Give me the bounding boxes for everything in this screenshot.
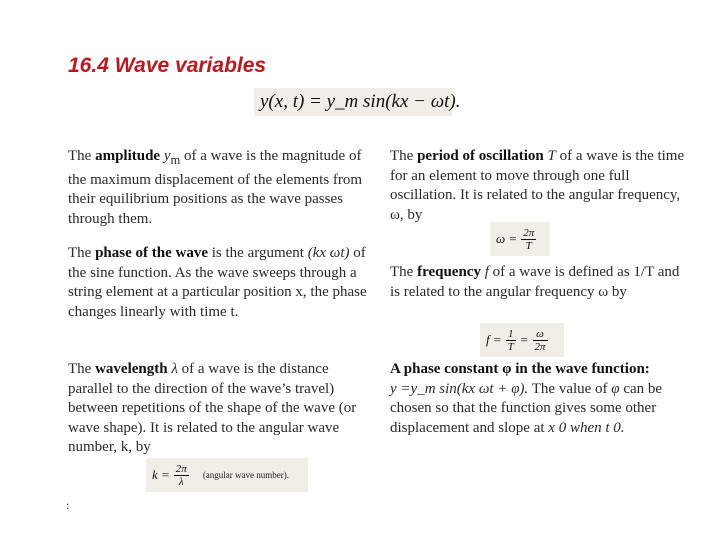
phase-constant-term: A phase constant φ in the wave function: [390,361,650,377]
wavelength-paragraph: The wavelength λ of a wave is the distance parallel to the direction of the wave’s travel) between repetitions of the shape of the wave (or wave shape). It is related to the angular wave number, k, by [68,361,357,455]
wavelength-term: wavelength [95,361,168,377]
phase-term: phase of the wave [95,245,208,261]
amplitude-term: amplitude [95,148,161,164]
frequency-paragraph: The frequency f of a wave is defined as 1/T and is related to the angular frequency ω by [390,264,680,300]
omega-equation: ω = $\frac{2\pi}{T}$ [490,222,550,256]
phase-constant-paragraph: A phase constant φ in the wave function: y =y_m sin(kx ωt + φ). The value of φ can be chosen so that the function gives some other displacement and slope at x 0 when t 0. [390,361,663,436]
period-term: period of oscillation [417,148,544,164]
wave-equation: y(x, t) = y_m sin(kx − ωt). [254,88,452,116]
k-equation: k = $\frac{2\pi}{\lambda}$ (angular wave number). [146,458,308,492]
amplitude-paragraph: The amplitude $y_m$ of a wave is the magnitude of the maximum displacement of the elements from their equilibrium positions as the wave passes through them. [68,148,363,227]
period-paragraph: The period of oscillation T of a wave is the time for an element to move through one full oscillation. It is related to the angular frequency, ω, by [390,148,685,223]
slide-title: 16.4 Wave variables [68,54,267,77]
frequency-equation: f = $\frac{1}{T}$ = $\frac{\omega}{2\pi}$ [480,323,564,357]
frequency-term: frequency [417,264,481,280]
phase-paragraph: The phase of the wave is the argument (kx ωt) of the sine function. As the wave sweeps through a string element at a particular position x, the phase changes linearly with time t. [68,245,367,320]
stray-colon: : [66,498,70,512]
